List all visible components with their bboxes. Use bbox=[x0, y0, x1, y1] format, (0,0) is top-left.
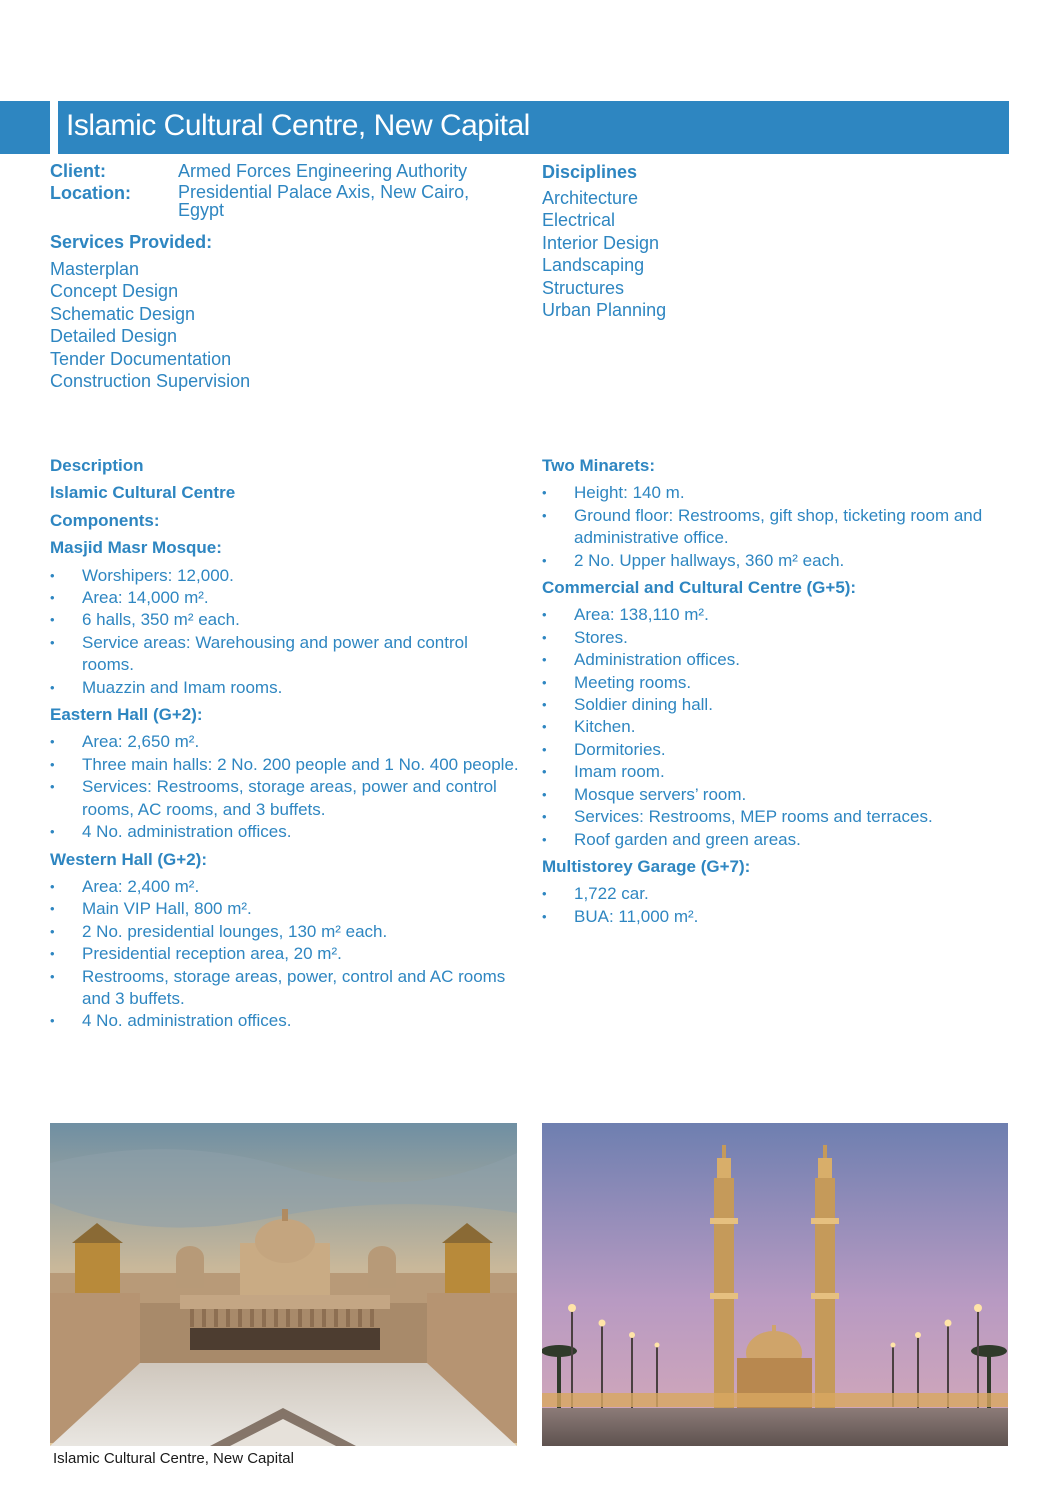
disciplines-list bbox=[542, 187, 666, 321]
photo-mosque-terrace bbox=[50, 1123, 517, 1446]
list-item: • Kitchen. bbox=[542, 716, 1002, 738]
list-item: • Area: 14,000 m². bbox=[50, 587, 520, 609]
list-item: • Area: 138,110 m². bbox=[542, 604, 1002, 626]
page-title: Islamic Cultural Centre, New Capital bbox=[66, 109, 530, 142]
list-item: • Main VIP Hall, 800 m². bbox=[50, 898, 520, 920]
description-left-column bbox=[50, 455, 520, 1033]
western-hall-list bbox=[50, 876, 520, 1033]
list-item: • 4 No. administration offices. bbox=[50, 1010, 520, 1032]
list-item: • Height: 140 m. bbox=[542, 482, 1002, 504]
eastern-hall-list bbox=[50, 731, 520, 843]
description-title: Description bbox=[50, 456, 144, 475]
discipline-item: Landscaping bbox=[542, 255, 645, 276]
services-item: Tender Documentation bbox=[50, 348, 232, 369]
list-item: • Services: Restrooms, MEP rooms and terraces. bbox=[542, 806, 1002, 828]
list-item: • Presidential reception area, 20 m². bbox=[50, 943, 520, 965]
services-item: Construction Supervision bbox=[50, 371, 251, 392]
list-item: • 4 No. administration offices. bbox=[50, 821, 520, 843]
list-item: • Soldier dining hall. bbox=[542, 694, 1002, 716]
list-item: • Restrooms, storage areas, power, control and AC rooms and 3 buffets. bbox=[50, 966, 520, 1011]
list-item: • Stores. bbox=[542, 627, 1002, 649]
services-list bbox=[50, 258, 250, 392]
description-subtitle: Islamic Cultural Centre bbox=[50, 483, 236, 503]
list-item: • Services: Restrooms, storage areas, power and control rooms, AC rooms, and 3 buffets. bbox=[50, 776, 520, 821]
discipline-item: Structures bbox=[542, 277, 625, 298]
garage-list bbox=[542, 883, 1002, 928]
list-item: • Ground floor: Restrooms, gift shop, ticketing room and administrative office. bbox=[542, 505, 1002, 550]
minarets-list bbox=[542, 482, 1002, 572]
western-hall-heading: Western Hall (G+2): bbox=[50, 849, 207, 869]
mosque-list bbox=[50, 565, 520, 699]
client-value: Armed Forces Engineering Authority bbox=[178, 161, 468, 181]
list-item: • Muazzin and Imam rooms. bbox=[50, 677, 520, 699]
discipline-item: Architecture bbox=[542, 188, 639, 208]
discipline-item: Electrical bbox=[542, 210, 616, 231]
photo-minarets-dusk bbox=[542, 1123, 1008, 1446]
services-title: Services Provided: bbox=[50, 232, 213, 252]
list-item: • 2 No. Upper hallways, 360 m² each. bbox=[542, 550, 1002, 572]
location-label: Location: bbox=[50, 183, 131, 203]
services-item: Concept Design bbox=[50, 281, 179, 302]
commercial-centre-heading: Commercial and Cultural Centre (G+5): bbox=[542, 578, 857, 598]
commercial-centre-list bbox=[542, 604, 1002, 850]
list-item: • Worshipers: 12,000. bbox=[50, 565, 520, 587]
list-item: • Three main halls: 2 No. 200 people and 1 No. 400 people. bbox=[50, 754, 520, 776]
disciplines-title: Disciplines bbox=[542, 162, 638, 182]
list-item: • Imam room. bbox=[542, 761, 1002, 783]
services-item: Detailed Design bbox=[50, 326, 178, 347]
discipline-item: Urban Planning bbox=[542, 300, 667, 321]
list-item: • 1,722 car. bbox=[542, 883, 1002, 905]
services-item: Masterplan bbox=[50, 259, 140, 279]
list-item: • Service areas: Warehousing and power and control rooms. bbox=[50, 632, 520, 677]
eastern-hall-heading: Eastern Hall (G+2): bbox=[50, 705, 203, 725]
services-item: Schematic Design bbox=[50, 303, 196, 324]
description-right-column bbox=[542, 455, 1002, 928]
list-item: • Administration offices. bbox=[542, 649, 1002, 671]
header-bar bbox=[58, 101, 1009, 154]
photo-caption: Islamic Cultural Centre, New Capital bbox=[53, 1450, 294, 1467]
list-item: • Roof garden and green areas. bbox=[542, 829, 1002, 851]
client-label: Client: bbox=[50, 161, 106, 181]
list-item: • 6 halls, 350 m² each. bbox=[50, 609, 520, 631]
mosque-heading: Masjid Masr Mosque: bbox=[50, 538, 222, 558]
components-heading: Components: bbox=[50, 510, 160, 530]
list-item: • Mosque servers’ room. bbox=[542, 784, 1002, 806]
list-item: • Dormitories. bbox=[542, 739, 1002, 761]
garage-heading: Multistorey Garage (G+7): bbox=[542, 856, 751, 876]
list-item: • Area: 2,650 m². bbox=[50, 731, 520, 753]
list-item: • BUA: 11,000 m². bbox=[542, 906, 1002, 928]
location-value: Presidential Palace Axis, New Cairo, Egypt bbox=[178, 182, 470, 220]
header-accent-block bbox=[0, 101, 50, 154]
minarets-heading: Two Minarets: bbox=[542, 456, 656, 475]
list-item: • 2 No. presidential lounges, 130 m² each. bbox=[50, 921, 520, 943]
discipline-item: Interior Design bbox=[542, 232, 660, 253]
list-item: • Area: 2,400 m². bbox=[50, 876, 520, 898]
list-item: • Meeting rooms. bbox=[542, 672, 1002, 694]
